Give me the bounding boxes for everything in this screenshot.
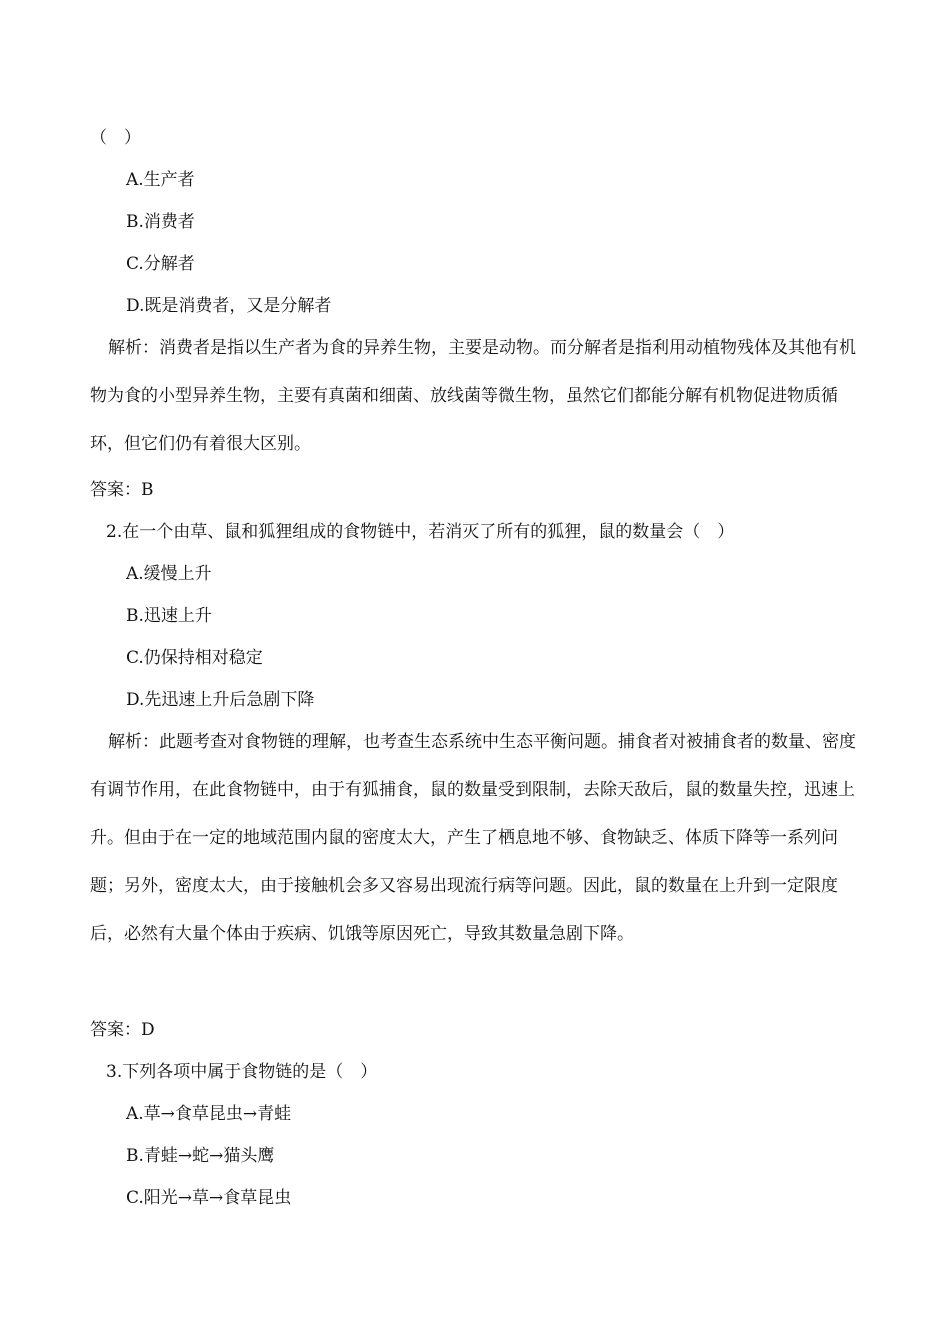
q1-option-b: B.消费者 [126, 212, 195, 232]
q2-stem: 2.在一个由草、鼠和狐狸组成的食物链中，若消灭了所有的狐狸，鼠的数量会（ ） [106, 522, 735, 542]
q2-option-a: A.缓慢上升 [126, 564, 212, 584]
q2-option-c: C.仍保持相对稳定 [126, 648, 263, 668]
q3-option-c: C.阳光→草→食草昆虫 [126, 1188, 292, 1208]
q1-analysis: 解析：消费者是指以生产者为食的异养生物，主要是动物。而分解者是指利用动植物残体及其他有机物为食的小型异养生物，主要有真菌和细菌、放线菌等微生物，虽然它们都能分解有机物促进物质循环，但它们仍有着很大区别。 [90, 338, 856, 454]
q1-bracket: （ ） [90, 128, 141, 148]
q2-option-d: D.先迅速上升后急剧下降 [126, 690, 315, 710]
q1-option-c: C.分解者 [126, 254, 195, 274]
q2-analysis: 解析：此题考查对食物链的理解，也考查生态系统中生态平衡问题。捕食者对被捕食者的数量、密度有调节作用，在此食物链中，由于有狐捕食，鼠的数量受到限制，去除天敌后，鼠的数量失控，迅速上升。但由于在一定的地域范围内鼠的密度太大，产生了栖息地不够、食物缺乏、体质下降等一系列问题；另外，密度太大，由于接触机会多又容易出现流行病等问题。因此，鼠的数量在上升到一定限度后，必然有大量个体由于疾病、饥饿等原因死亡，导致其数量急剧下降。 [90, 732, 856, 944]
q1-option-d: D.既是消费者，又是分解者 [126, 296, 332, 316]
q2-answer: 答案：D [90, 1020, 155, 1040]
q3-option-a: A.草→食草昆虫→青蛙 [126, 1104, 292, 1124]
q1-option-a: A.生产者 [126, 170, 195, 190]
q2-option-b: B.迅速上升 [126, 606, 212, 626]
q3-option-b: B.青蛙→蛇→猫头鹰 [126, 1146, 275, 1166]
q1-answer: 答案：B [90, 480, 154, 500]
q3-stem: 3.下列各项中属于食物链的是（ ） [106, 1062, 378, 1082]
